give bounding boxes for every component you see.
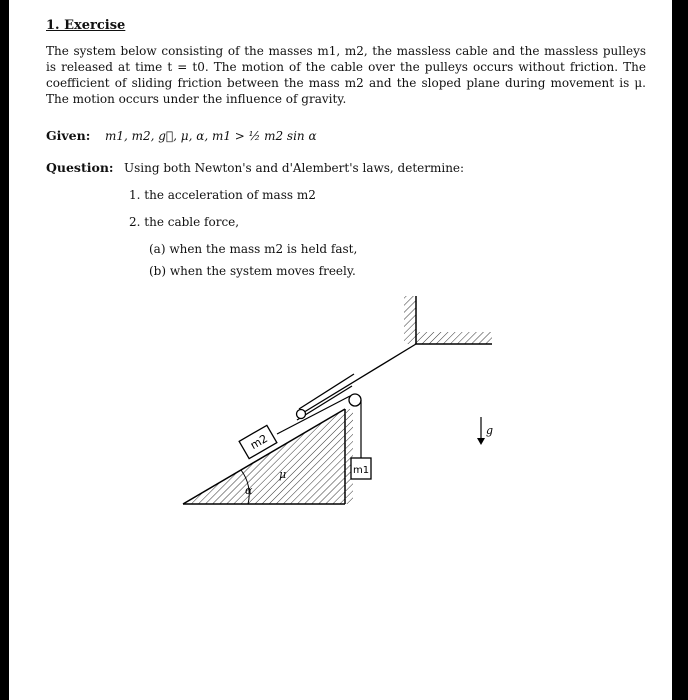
question-item-cable-force: 2. the cable force, (129, 215, 240, 229)
subitem-held-fast: (a) when the mass m2 is held fast, (149, 242, 358, 256)
question-label: Question: (46, 160, 114, 175)
question-item-acceleration: 1. the acceleration of mass m2 (129, 188, 316, 202)
mass-m1 (351, 458, 371, 479)
gravity-label: g (486, 424, 494, 437)
inclined-plane (183, 409, 345, 504)
problem-statement: The system below consisting of the masses m1, m2, the massless cable and the massless pulleys is released at time t = t0. The motion of the cable over the pulleys occurs without friction. The coefficient of sliding friction between the mass m2 and the sloped plane during movement is μ. The motion occurs under the influence of gravity. (46, 44, 646, 106)
given-label: Given: (46, 128, 91, 143)
page (9, 0, 672, 700)
mechanics-diagram (9, 0, 672, 700)
mass-m2-label: m2 (248, 431, 270, 453)
friction-label: μ (279, 468, 287, 481)
subitem-moves-freely: (b) when the system moves freely. (149, 264, 356, 278)
exercise-title: 1. Exercise (46, 18, 126, 33)
gravity-arrow-icon (477, 417, 493, 445)
pulley-large (349, 394, 361, 406)
vertical-support (345, 409, 353, 504)
wall-support (404, 296, 492, 344)
angle-label: α (245, 484, 253, 497)
mass-m1-label: m1 (353, 465, 370, 476)
pulley-rod (297, 344, 416, 420)
question-text: Using both Newton's and d'Alembert's laws, determine: (124, 161, 465, 175)
given-quantities: m1, m2, g⃗, μ, α, m1 > ½ m2 sin α (105, 129, 317, 143)
pulley-small (297, 410, 306, 419)
